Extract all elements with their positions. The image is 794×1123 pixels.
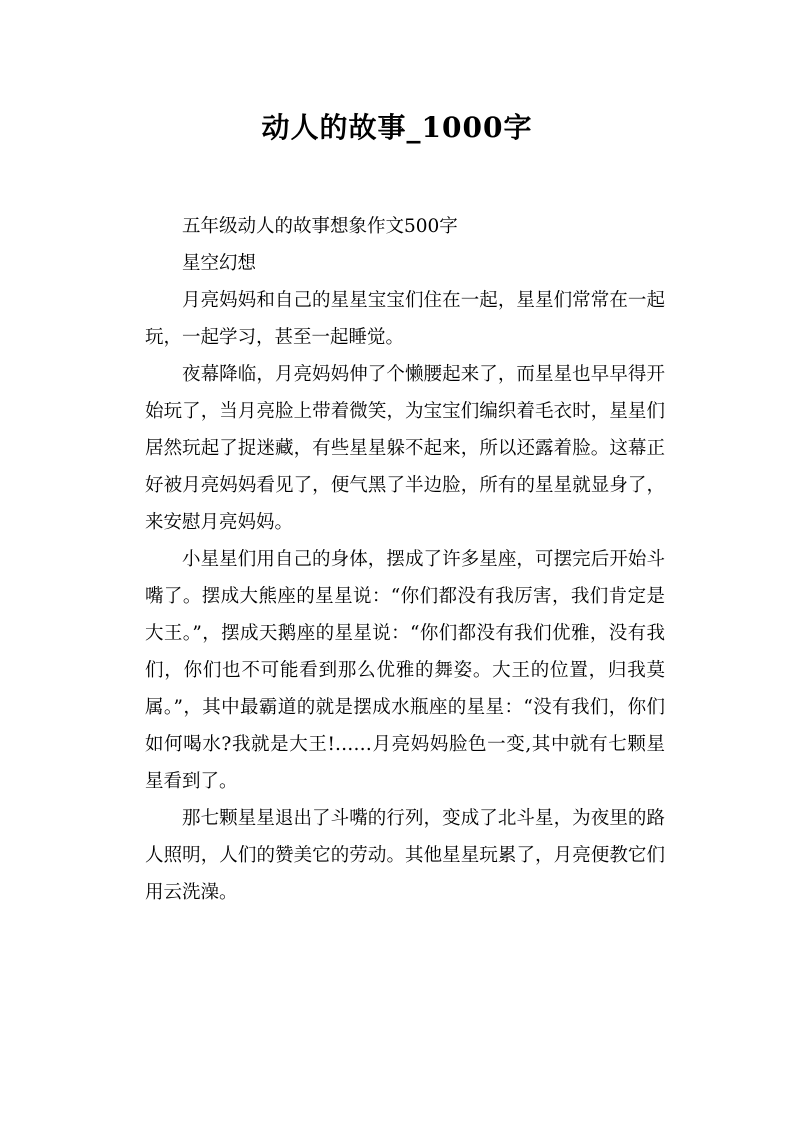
paragraph-2: 夜幕降临，月亮妈妈伸了个懒腰起来了，而星星也早早得开始玩了，当月亮脸上带着微笑，为宝宝们编织着毛衣时，星星们居然玩起了捉迷藏，有些星星躲不起来，所以还露着脸。这幕正好被月亮妈妈看见了，便气黑了半边脸，所有的星星就显身了，来安慰月亮妈妈。: [145, 364, 665, 533]
paragraph-4: 那七颗星星退出了斗嘴的行列，变成了北斗星，为夜里的路人照明，人们的赞美它的劳动。其他星星玩累了，月亮便教它们用云洗澡。: [145, 808, 665, 903]
document-body: [145, 208, 665, 911]
essay-heading: 星空幻想: [182, 253, 257, 274]
paragraph-3: 小星星们用自己的身体，摆成了许多星座，可摆完后开始斗嘴了。摆成大熊座的星星说：“你们都没有我厉害，我们肯定是大王。”，摆成天鹅座的星星说：“你们都没有我们优雅，没有我们，你们也不可能看到那么优雅的舞姿。大王的位置，归我莫属。”，其中最霸道的就是摆成水瓶座的星星：“没有我们，你们如何喝水?我就是大王!……月亮妈妈脸色一变,其中就有七颗星星看到了。: [145, 549, 665, 792]
essay-subtitle: 五年级动人的故事想象作文500字: [182, 216, 458, 237]
document-title: 动人的故事_1000字: [261, 111, 533, 144]
paragraph-1: 月亮妈妈和自己的星星宝宝们住在一起，星星们常常在一起玩，一起学习，甚至一起睡觉。: [145, 290, 665, 348]
